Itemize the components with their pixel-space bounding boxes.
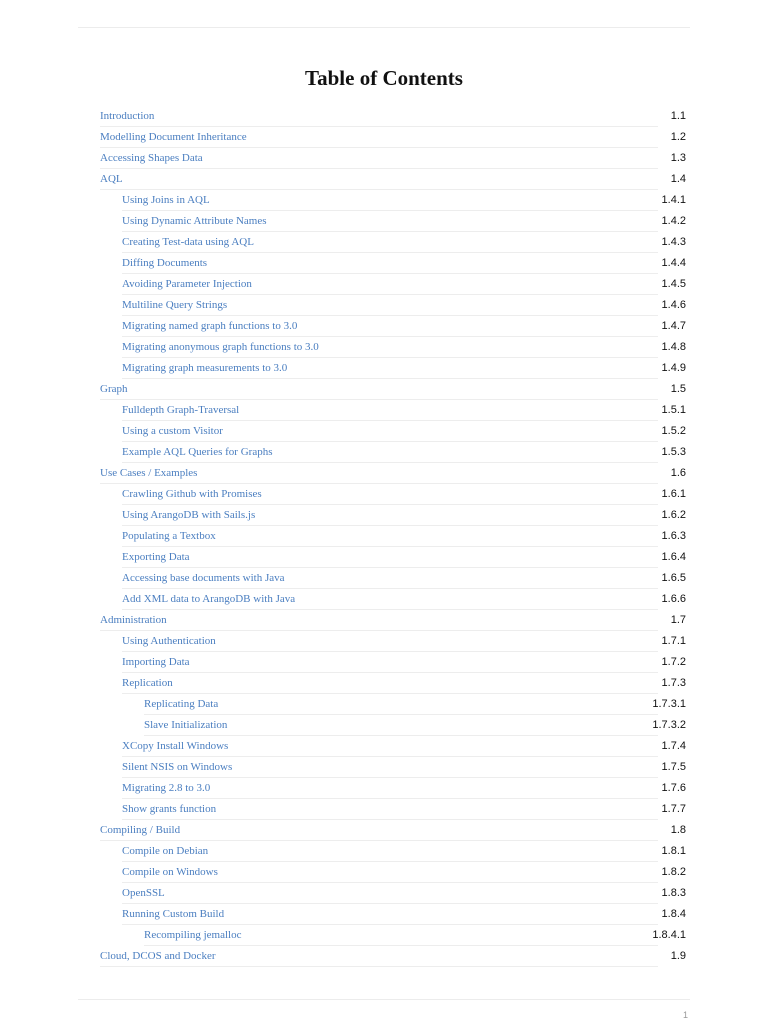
toc-entry[interactable] bbox=[100, 736, 686, 757]
toc-entry[interactable] bbox=[100, 694, 686, 715]
toc-entry-number: 1.8.3 bbox=[661, 887, 686, 899]
toc-entry[interactable] bbox=[100, 358, 686, 379]
toc-entry-number: 1.7.7 bbox=[661, 803, 686, 815]
toc-entry-link[interactable]: Using Dynamic Attribute Names bbox=[122, 215, 267, 227]
toc-entry[interactable] bbox=[100, 820, 686, 841]
toc-entry-link[interactable]: Slave Initialization bbox=[144, 719, 228, 731]
toc-entry[interactable] bbox=[100, 484, 686, 505]
toc-entry-number: 1.7.2 bbox=[661, 656, 686, 668]
toc-entry-number: 1.6.3 bbox=[661, 530, 686, 542]
toc-entry-number: 1.5 bbox=[670, 383, 686, 395]
toc-entry[interactable] bbox=[100, 505, 686, 526]
toc-entry-number: 1.7.3.2 bbox=[652, 719, 686, 731]
toc-entry-link[interactable]: Populating a Textbox bbox=[122, 530, 216, 542]
toc-entry[interactable] bbox=[100, 568, 686, 589]
toc-entry[interactable] bbox=[100, 274, 686, 295]
toc-entry-number: 1.6 bbox=[670, 467, 686, 479]
toc-entry-number: 1.7.5 bbox=[661, 761, 686, 773]
toc-entry-number: 1.5.3 bbox=[661, 446, 686, 458]
toc-entry-number: 1.8.2 bbox=[661, 866, 686, 878]
toc-entry-number: 1.6.2 bbox=[661, 509, 686, 521]
toc-entry-link[interactable]: Diffing Documents bbox=[122, 257, 208, 269]
toc-entry[interactable] bbox=[100, 127, 686, 148]
toc-entry-number: 1.8.4 bbox=[661, 908, 686, 920]
toc-entry-link[interactable]: Compile on Windows bbox=[122, 866, 218, 878]
toc-entry-link[interactable]: Using a custom Visitor bbox=[122, 425, 223, 437]
toc-entry[interactable] bbox=[100, 337, 686, 358]
toc-entry[interactable] bbox=[100, 589, 686, 610]
toc-entry-number: 1.6.1 bbox=[661, 488, 686, 500]
toc-entry[interactable] bbox=[100, 190, 686, 211]
toc-entry-link[interactable]: AQL bbox=[100, 173, 123, 185]
toc-entry[interactable] bbox=[100, 211, 686, 232]
toc-entry-link[interactable]: Administration bbox=[100, 614, 167, 626]
toc-entry-number: 1.8.1 bbox=[661, 845, 686, 857]
toc-entry-number: 1.8.4.1 bbox=[652, 929, 686, 941]
toc-entry-link[interactable]: Use Cases / Examples bbox=[100, 467, 198, 479]
toc-entry-link[interactable]: Using ArangoDB with Sails.js bbox=[122, 509, 256, 521]
toc-entry-number: 1.3 bbox=[670, 152, 686, 164]
toc-entry[interactable] bbox=[100, 610, 686, 631]
toc-entry-link[interactable]: Exporting Data bbox=[122, 551, 190, 563]
toc-entry-link[interactable]: Running Custom Build bbox=[122, 908, 225, 920]
toc-entry-number: 1.6.4 bbox=[661, 551, 686, 563]
toc-entry-link[interactable]: Creating Test-data using AQL bbox=[122, 236, 254, 248]
toc-entry-link[interactable]: Compiling / Build bbox=[100, 824, 181, 836]
toc-entry-number: 1.7 bbox=[670, 614, 686, 626]
toc-entry-number: 1.4.5 bbox=[661, 278, 686, 290]
toc-entry-number: 1.1 bbox=[670, 110, 686, 122]
toc-entry[interactable] bbox=[100, 715, 686, 736]
toc-entry-number: 1.4.6 bbox=[661, 299, 686, 311]
header-divider bbox=[78, 27, 690, 28]
toc-entry[interactable] bbox=[100, 673, 686, 694]
toc-entry[interactable] bbox=[100, 652, 686, 673]
toc-entry[interactable] bbox=[100, 295, 686, 316]
toc-entry-number: 1.5.2 bbox=[661, 425, 686, 437]
toc-entry-number: 1.5.1 bbox=[661, 404, 686, 416]
toc-entry-link[interactable]: Cloud, DCOS and Docker bbox=[100, 950, 216, 962]
toc-entry-number: 1.4.4 bbox=[661, 257, 686, 269]
toc-entry[interactable] bbox=[100, 148, 686, 169]
toc-entry[interactable] bbox=[100, 925, 686, 946]
toc-entry[interactable] bbox=[100, 463, 686, 484]
page-number: 1 bbox=[683, 1010, 689, 1020]
toc-entry-number: 1.4.8 bbox=[661, 341, 686, 353]
toc-entry[interactable] bbox=[100, 442, 686, 463]
toc-entry-link[interactable]: Replication bbox=[122, 677, 173, 689]
toc-entry[interactable] bbox=[100, 400, 686, 421]
toc-entry-link[interactable]: Migrating named graph functions to 3.0 bbox=[122, 320, 298, 332]
table-of-contents bbox=[100, 106, 686, 967]
toc-entry-link[interactable]: Crawling Github with Promises bbox=[122, 488, 262, 500]
toc-entry[interactable] bbox=[100, 547, 686, 568]
toc-entry-link[interactable]: Importing Data bbox=[122, 656, 190, 668]
toc-entry-number: 1.8 bbox=[670, 824, 686, 836]
toc-entry[interactable] bbox=[100, 421, 686, 442]
toc-entry[interactable] bbox=[100, 253, 686, 274]
toc-entry-link[interactable]: Fulldepth Graph-Traversal bbox=[122, 404, 240, 416]
toc-entry-number: 1.4.9 bbox=[661, 362, 686, 374]
toc-entry-number: 1.4.2 bbox=[661, 215, 686, 227]
toc-entry-number: 1.7.3.1 bbox=[652, 698, 686, 710]
toc-entry-number: 1.4 bbox=[670, 173, 686, 185]
page-title: Table of Contents bbox=[305, 66, 463, 90]
toc-entry-link[interactable]: Avoiding Parameter Injection bbox=[122, 278, 252, 290]
toc-entry-number: 1.7.3 bbox=[661, 677, 686, 689]
toc-entry[interactable] bbox=[100, 799, 686, 820]
toc-entry-link[interactable]: Migrating 2.8 to 3.0 bbox=[122, 782, 211, 794]
toc-entry[interactable] bbox=[100, 778, 686, 799]
toc-entry[interactable] bbox=[100, 379, 686, 400]
toc-entry-link[interactable]: Compile on Debian bbox=[122, 845, 209, 857]
toc-entry-number: 1.7.1 bbox=[661, 635, 686, 647]
toc-entry-link[interactable]: Migrating graph measurements to 3.0 bbox=[122, 362, 288, 374]
toc-entry-link[interactable]: Replicating Data bbox=[144, 698, 219, 710]
toc-entry-link[interactable]: Recompiling jemalloc bbox=[144, 929, 242, 941]
toc-entry-link[interactable]: Add XML data to ArangoDB with Java bbox=[122, 593, 296, 605]
toc-entry[interactable] bbox=[100, 862, 686, 883]
toc-entry-link[interactable]: Accessing Shapes Data bbox=[100, 152, 203, 164]
toc-entry-link[interactable]: Accessing base documents with Java bbox=[122, 572, 285, 584]
toc-entry-number: 1.6.6 bbox=[661, 593, 686, 605]
toc-entry[interactable] bbox=[100, 232, 686, 253]
toc-entry-link[interactable]: Multiline Query Strings bbox=[122, 299, 228, 311]
toc-entry-link[interactable]: XCopy Install Windows bbox=[122, 740, 229, 752]
toc-entry[interactable] bbox=[100, 946, 686, 967]
toc-entry-link[interactable]: Introduction bbox=[100, 110, 155, 122]
toc-entry-number: 1.4.7 bbox=[661, 320, 686, 332]
toc-entry-number: 1.9 bbox=[670, 950, 686, 962]
toc-entry-link[interactable]: Example AQL Queries for Graphs bbox=[122, 446, 273, 458]
toc-entry-number: 1.4.1 bbox=[661, 194, 686, 206]
toc-entry-link[interactable]: Using Joins in AQL bbox=[122, 194, 210, 206]
toc-entry[interactable] bbox=[100, 106, 686, 127]
toc-entry-link[interactable]: Show grants function bbox=[122, 803, 217, 815]
toc-entry-link[interactable]: Using Authentication bbox=[122, 635, 216, 647]
toc-entry-number: 1.7.4 bbox=[661, 740, 686, 752]
toc-entry-link[interactable]: Migrating anonymous graph functions to 3.0 bbox=[122, 341, 319, 353]
toc-entry-link[interactable]: OpenSSL bbox=[122, 887, 165, 899]
toc-entry-number: 1.7.6 bbox=[661, 782, 686, 794]
toc-entry-number: 1.6.5 bbox=[661, 572, 686, 584]
toc-entry-number: 1.4.3 bbox=[661, 236, 686, 248]
toc-entry-link[interactable]: Graph bbox=[100, 383, 128, 395]
toc-entry-divider bbox=[100, 966, 658, 967]
toc-entry-link[interactable]: Silent NSIS on Windows bbox=[122, 761, 233, 773]
toc-entry[interactable] bbox=[100, 316, 686, 337]
toc-entry-link[interactable]: Modelling Document Inheritance bbox=[100, 131, 247, 143]
toc-entry[interactable] bbox=[100, 631, 686, 652]
toc-entry[interactable] bbox=[100, 883, 686, 904]
toc-entry-number: 1.2 bbox=[670, 131, 686, 143]
toc-entry[interactable] bbox=[100, 526, 686, 547]
toc-entry[interactable] bbox=[100, 841, 686, 862]
toc-entry[interactable] bbox=[100, 169, 686, 190]
toc-entry[interactable] bbox=[100, 757, 686, 778]
footer-divider bbox=[78, 999, 690, 1000]
toc-entry[interactable] bbox=[100, 904, 686, 925]
